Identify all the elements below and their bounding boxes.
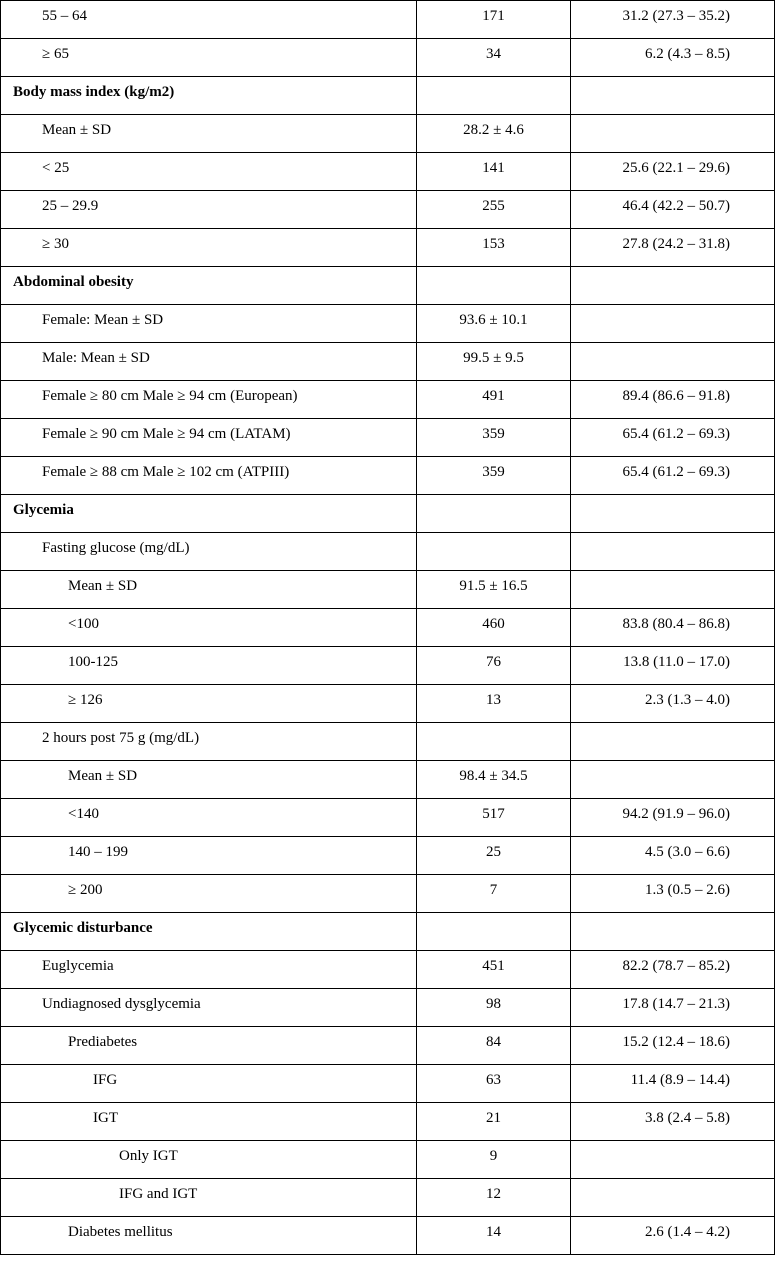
row-percentage: 31.2 (27.3 – 35.2)	[571, 1, 775, 39]
row-percentage: 2.3 (1.3 – 4.0)	[571, 685, 775, 723]
row-label: Female: Mean ± SD	[1, 305, 417, 343]
table-row	[1, 457, 775, 495]
row-label: Prediabetes	[1, 1027, 417, 1065]
row-percentage	[571, 267, 775, 305]
row-count: 98.4 ± 34.5	[417, 761, 571, 799]
row-count: 7	[417, 875, 571, 913]
row-label: ≥ 65	[1, 39, 417, 77]
row-label: Glycemia	[1, 495, 417, 533]
row-count: 451	[417, 951, 571, 989]
row-percentage: 13.8 (11.0 – 17.0)	[571, 647, 775, 685]
row-count: 359	[417, 419, 571, 457]
row-label: Euglycemia	[1, 951, 417, 989]
table-row	[1, 723, 775, 761]
table-row	[1, 989, 775, 1027]
row-percentage: 89.4 (86.6 – 91.8)	[571, 381, 775, 419]
row-label: 25 – 29.9	[1, 191, 417, 229]
row-label: Fasting glucose (mg/dL)	[1, 533, 417, 571]
row-count	[417, 77, 571, 115]
section-header-row	[1, 495, 775, 533]
row-percentage	[571, 723, 775, 761]
row-percentage	[571, 913, 775, 951]
row-count: 99.5 ± 9.5	[417, 343, 571, 381]
row-count: 84	[417, 1027, 571, 1065]
row-count: 491	[417, 381, 571, 419]
row-label: IGT	[1, 1103, 417, 1141]
table-row	[1, 1179, 775, 1217]
row-count: 21	[417, 1103, 571, 1141]
row-count: 460	[417, 609, 571, 647]
table-row	[1, 647, 775, 685]
row-count	[417, 913, 571, 951]
table-row	[1, 381, 775, 419]
table-row	[1, 153, 775, 191]
row-percentage: 3.8 (2.4 – 5.8)	[571, 1103, 775, 1141]
row-count: 359	[417, 457, 571, 495]
row-count: 255	[417, 191, 571, 229]
row-count: 13	[417, 685, 571, 723]
row-label: ≥ 200	[1, 875, 417, 913]
row-count: 153	[417, 229, 571, 267]
table-row	[1, 343, 775, 381]
row-percentage: 17.8 (14.7 – 21.3)	[571, 989, 775, 1027]
table-row	[1, 761, 775, 799]
table-row	[1, 419, 775, 457]
row-label: Diabetes mellitus	[1, 1217, 417, 1255]
row-percentage	[571, 343, 775, 381]
row-percentage	[571, 571, 775, 609]
row-count: 517	[417, 799, 571, 837]
row-percentage	[571, 761, 775, 799]
row-label: IFG	[1, 1065, 417, 1103]
table-row	[1, 305, 775, 343]
table-row	[1, 39, 775, 77]
row-percentage: 4.5 (3.0 – 6.6)	[571, 837, 775, 875]
table-row	[1, 1, 775, 39]
row-count: 63	[417, 1065, 571, 1103]
row-percentage: 27.8 (24.2 – 31.8)	[571, 229, 775, 267]
row-percentage: 6.2 (4.3 – 8.5)	[571, 39, 775, 77]
row-label: <140	[1, 799, 417, 837]
row-count	[417, 723, 571, 761]
row-count: 14	[417, 1217, 571, 1255]
row-count: 93.6 ± 10.1	[417, 305, 571, 343]
row-count: 91.5 ± 16.5	[417, 571, 571, 609]
row-count: 28.2 ± 4.6	[417, 115, 571, 153]
row-count: 12	[417, 1179, 571, 1217]
row-label: Female ≥ 90 cm Male ≥ 94 cm (LATAM)	[1, 419, 417, 457]
table-row	[1, 799, 775, 837]
table-row	[1, 1141, 775, 1179]
row-percentage: 2.6 (1.4 – 4.2)	[571, 1217, 775, 1255]
row-label: Abdominal obesity	[1, 267, 417, 305]
row-label: 2 hours post 75 g (mg/dL)	[1, 723, 417, 761]
row-count: 76	[417, 647, 571, 685]
row-count	[417, 533, 571, 571]
row-percentage: 1.3 (0.5 – 2.6)	[571, 875, 775, 913]
row-label: ≥ 126	[1, 685, 417, 723]
row-count: 141	[417, 153, 571, 191]
table-row	[1, 229, 775, 267]
row-count	[417, 267, 571, 305]
row-percentage	[571, 1141, 775, 1179]
row-percentage: 15.2 (12.4 – 18.6)	[571, 1027, 775, 1065]
row-label: Female ≥ 88 cm Male ≥ 102 cm (ATPIII)	[1, 457, 417, 495]
row-label: 100-125	[1, 647, 417, 685]
table-row	[1, 837, 775, 875]
table-body	[1, 1, 775, 1255]
row-label: <100	[1, 609, 417, 647]
row-percentage	[571, 77, 775, 115]
table-row	[1, 1217, 775, 1255]
row-label: 55 – 64	[1, 1, 417, 39]
row-label: IFG and IGT	[1, 1179, 417, 1217]
row-count: 9	[417, 1141, 571, 1179]
row-percentage: 94.2 (91.9 – 96.0)	[571, 799, 775, 837]
section-header-row	[1, 77, 775, 115]
row-count: 171	[417, 1, 571, 39]
row-percentage: 46.4 (42.2 – 50.7)	[571, 191, 775, 229]
row-label: Female ≥ 80 cm Male ≥ 94 cm (European)	[1, 381, 417, 419]
table-row	[1, 1065, 775, 1103]
row-percentage	[571, 1179, 775, 1217]
row-label: Body mass index (kg/m2)	[1, 77, 417, 115]
row-label: 140 – 199	[1, 837, 417, 875]
row-percentage: 11.4 (8.9 – 14.4)	[571, 1065, 775, 1103]
row-label: Male: Mean ± SD	[1, 343, 417, 381]
row-percentage	[571, 533, 775, 571]
table-row	[1, 875, 775, 913]
table-row	[1, 685, 775, 723]
row-label: < 25	[1, 153, 417, 191]
section-header-row	[1, 267, 775, 305]
row-percentage: 25.6 (22.1 – 29.6)	[571, 153, 775, 191]
table-row	[1, 1027, 775, 1065]
table-row	[1, 609, 775, 647]
row-percentage	[571, 495, 775, 533]
table-row	[1, 951, 775, 989]
row-count	[417, 495, 571, 533]
row-percentage: 65.4 (61.2 – 69.3)	[571, 457, 775, 495]
row-percentage	[571, 115, 775, 153]
row-count: 98	[417, 989, 571, 1027]
row-label: Glycemic disturbance	[1, 913, 417, 951]
row-label: Mean ± SD	[1, 571, 417, 609]
section-header-row	[1, 913, 775, 951]
row-percentage: 83.8 (80.4 – 86.8)	[571, 609, 775, 647]
row-label: Mean ± SD	[1, 115, 417, 153]
row-count: 25	[417, 837, 571, 875]
table-row	[1, 115, 775, 153]
row-percentage: 65.4 (61.2 – 69.3)	[571, 419, 775, 457]
table-row	[1, 571, 775, 609]
row-percentage	[571, 305, 775, 343]
row-count: 34	[417, 39, 571, 77]
table-row	[1, 533, 775, 571]
row-label: Undiagnosed dysglycemia	[1, 989, 417, 1027]
table-row	[1, 1103, 775, 1141]
table-row	[1, 191, 775, 229]
row-label: Mean ± SD	[1, 761, 417, 799]
row-percentage: 82.2 (78.7 – 85.2)	[571, 951, 775, 989]
row-label: ≥ 30	[1, 229, 417, 267]
row-label: Only IGT	[1, 1141, 417, 1179]
